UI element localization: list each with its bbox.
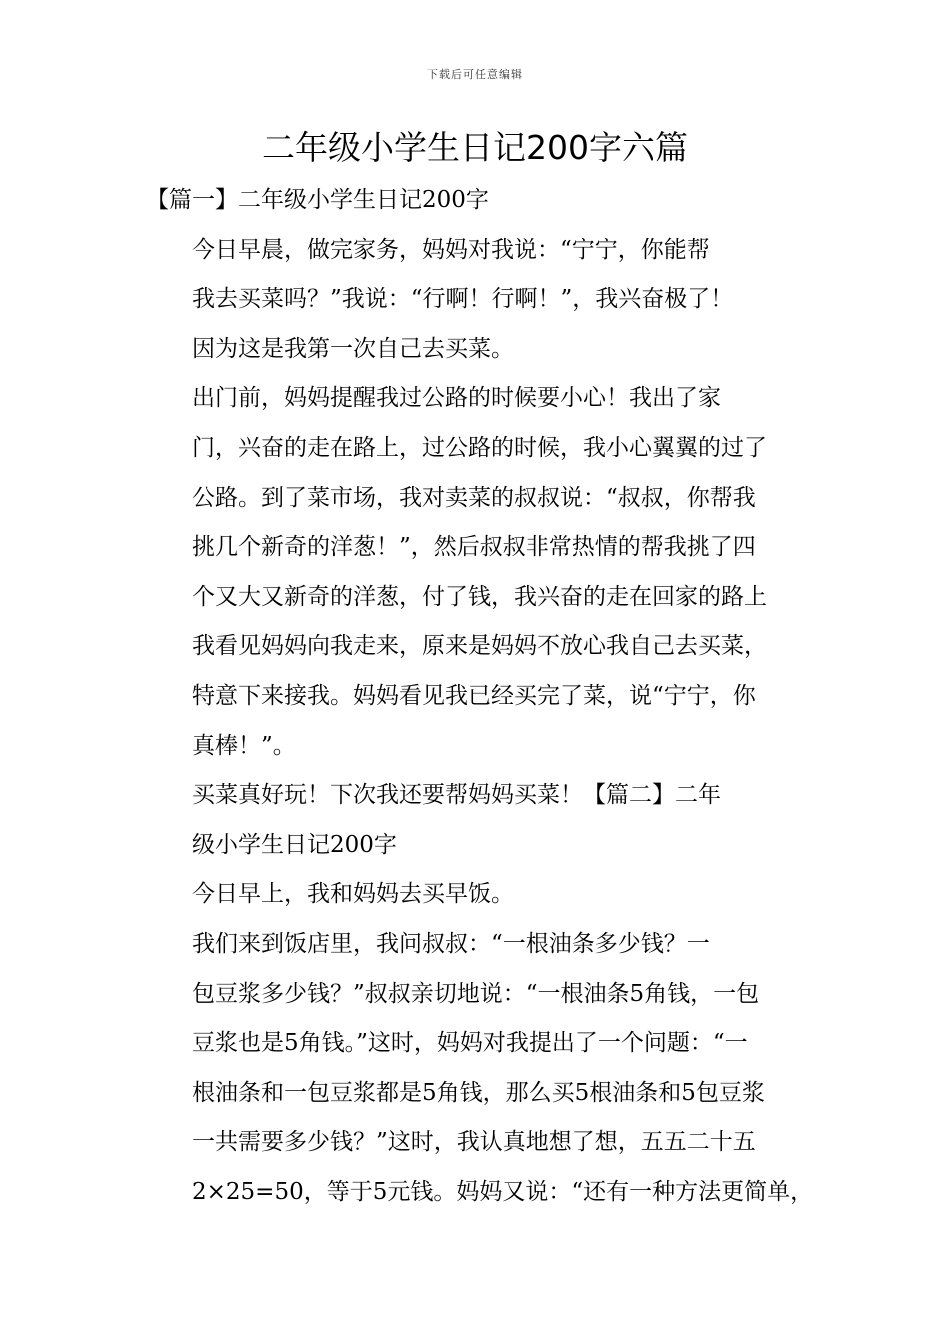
- paragraph: [146, 226, 814, 375]
- paragraph: [146, 176, 814, 226]
- text-line: 一共需要多少钱？”这时，我认真地想了想，五五二十五: [192, 1129, 756, 1156]
- text-line: 挑几个新奇的洋葱！”，然后叔叔非常热情的帮我挑了四: [192, 534, 756, 561]
- paragraph: [146, 374, 814, 771]
- text-line: 包豆浆多少钱？”叔叔亲切地说：“一根油条5角钱，一包: [192, 980, 760, 1007]
- text-line: 门，兴奋的走在路上，过公路的时候，我小心翼翼的过了: [192, 434, 767, 461]
- text-line: 根油条和一包豆浆都是5角钱，那么买5根油条和5包豆浆: [192, 1079, 765, 1106]
- text-line: 真棒！”。: [192, 732, 296, 759]
- text-line: 个又大又新奇的洋葱，付了钱，我兴奋的走在回家的路上: [192, 583, 767, 610]
- paragraph: [146, 870, 814, 920]
- text-line: 级小学生日记200字: [192, 831, 397, 858]
- text-line: 【篇一】二年级小学生日记200字: [146, 187, 489, 213]
- text-line: 买菜真好玩！下次我还要帮妈妈买菜！【篇二】二年: [192, 782, 721, 809]
- document-body: [146, 176, 814, 1217]
- text-line: 我去买菜吗？”我说：“行啊！行啊！”，我兴奋极了！: [192, 286, 734, 313]
- text-line: 因为这是我第一次自己去买菜。: [192, 335, 514, 362]
- page-header-note: 下载后可任意编辑: [427, 68, 523, 81]
- text-line: 豆浆也是5角钱。”这时，妈妈对我提出了一个问题：“一: [192, 1030, 748, 1057]
- paragraph: [146, 920, 814, 1218]
- text-line: 2×25=50，等于5元钱。妈妈又说：“还有一种方法更简单，: [192, 1178, 814, 1205]
- text-line: 我们来到饭店里，我问叔叔：“一根油条多少钱？一: [192, 930, 710, 957]
- text-line: 今日早晨，做完家务，妈妈对我说：“宁宁，你能帮: [192, 236, 710, 263]
- document-title: 二年级小学生日记200字六篇: [262, 128, 688, 167]
- text-line: 我看见妈妈向我走来，原来是妈妈不放心我自己去买菜，: [192, 633, 767, 660]
- paragraph: [146, 771, 814, 870]
- text-line: 出门前，妈妈提醒我过公路的时候要小心！我出了家: [192, 385, 721, 412]
- text-line: 特意下来接我。妈妈看见我已经买完了菜，说“宁宁，你: [192, 682, 756, 709]
- text-line: 公路。到了菜市场，我对卖菜的叔叔说：“叔叔，你帮我: [192, 484, 756, 511]
- text-line: 今日早上，我和妈妈去买早饭。: [192, 881, 514, 908]
